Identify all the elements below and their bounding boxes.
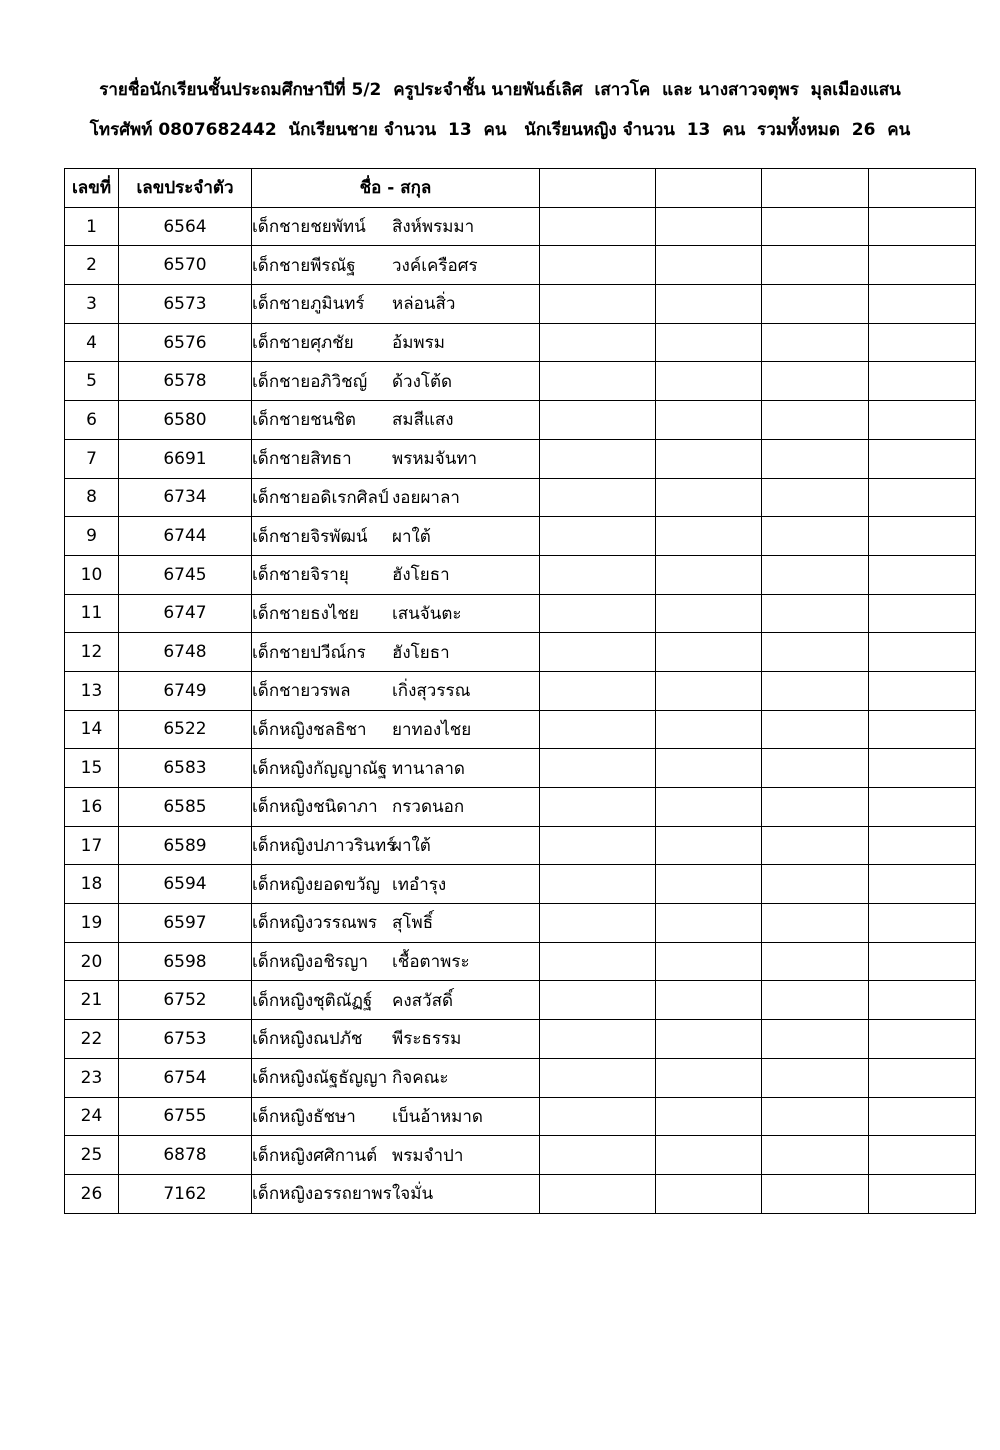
cell-full-name bbox=[252, 749, 540, 788]
cell-blank bbox=[656, 1097, 762, 1136]
cell-blank bbox=[540, 439, 656, 478]
first-name: เด็กชายจิรายุ bbox=[252, 565, 349, 586]
cell-student-id: 6734 bbox=[119, 478, 252, 517]
cell-number: 26 bbox=[65, 1174, 119, 1213]
column-header-full-name: ชื่อ - สกุล bbox=[252, 169, 540, 208]
last-name: ด้วงโต้ด bbox=[392, 371, 453, 392]
cell-blank bbox=[869, 904, 976, 943]
first-name: เด็กชายสิทธา bbox=[252, 449, 352, 470]
table-row bbox=[65, 285, 976, 324]
cell-number: 13 bbox=[65, 671, 119, 710]
cell-student-id: 6578 bbox=[119, 362, 252, 401]
cell-blank bbox=[656, 478, 762, 517]
cell-blank bbox=[869, 246, 976, 285]
cell-blank bbox=[869, 671, 976, 710]
cell-blank bbox=[869, 1097, 976, 1136]
last-name: เชื้อตาพระ bbox=[392, 952, 470, 973]
cell-blank bbox=[762, 788, 869, 827]
cell-blank bbox=[869, 207, 976, 246]
cell-blank bbox=[656, 517, 762, 556]
cell-blank bbox=[540, 323, 656, 362]
cell-blank bbox=[656, 1136, 762, 1175]
cell-blank bbox=[540, 633, 656, 672]
cell-blank bbox=[540, 1058, 656, 1097]
last-name: หล่อนสิ่ว bbox=[392, 294, 456, 315]
first-name: เด็กหญิงวรรณพร bbox=[252, 913, 378, 934]
cell-blank bbox=[869, 942, 976, 981]
cell-student-id: 6753 bbox=[119, 1020, 252, 1059]
table-row bbox=[65, 207, 976, 246]
cell-number: 10 bbox=[65, 555, 119, 594]
cell-blank bbox=[762, 826, 869, 865]
cell-blank bbox=[869, 788, 976, 827]
cell-blank bbox=[762, 478, 869, 517]
cell-full-name bbox=[252, 1097, 540, 1136]
cell-blank bbox=[762, 555, 869, 594]
column-header-number: เลขที่ bbox=[65, 169, 119, 208]
cell-full-name bbox=[252, 1058, 540, 1097]
cell-number: 11 bbox=[65, 594, 119, 633]
cell-full-name bbox=[252, 710, 540, 749]
cell-number: 2 bbox=[65, 246, 119, 285]
last-name: วงค์เครือศร bbox=[392, 255, 478, 276]
cell-blank bbox=[762, 439, 869, 478]
cell-full-name bbox=[252, 942, 540, 981]
cell-blank bbox=[869, 1136, 976, 1175]
cell-blank bbox=[656, 981, 762, 1020]
cell-student-id: 6748 bbox=[119, 633, 252, 672]
last-name: เสนจันตะ bbox=[392, 603, 462, 624]
cell-blank bbox=[540, 865, 656, 904]
cell-blank bbox=[762, 246, 869, 285]
cell-full-name bbox=[252, 826, 540, 865]
table-row bbox=[65, 1097, 976, 1136]
cell-blank bbox=[869, 439, 976, 478]
cell-blank bbox=[656, 246, 762, 285]
last-name: ฮังโยธา bbox=[392, 565, 450, 586]
column-header-blank bbox=[869, 169, 976, 208]
cell-blank bbox=[869, 285, 976, 324]
cell-student-id: 6573 bbox=[119, 285, 252, 324]
cell-student-id: 6745 bbox=[119, 555, 252, 594]
table-row bbox=[65, 478, 976, 517]
table-row bbox=[65, 1174, 976, 1213]
first-name: เด็กหญิงกัญญาณัฐ bbox=[252, 758, 388, 779]
last-name: กิจคณะ bbox=[392, 1068, 449, 1089]
last-name: พีระธรรม bbox=[392, 1029, 462, 1050]
cell-number: 24 bbox=[65, 1097, 119, 1136]
cell-full-name bbox=[252, 517, 540, 556]
cell-full-name bbox=[252, 1136, 540, 1175]
cell-blank bbox=[540, 942, 656, 981]
table-row bbox=[65, 981, 976, 1020]
cell-blank bbox=[540, 285, 656, 324]
cell-blank bbox=[656, 207, 762, 246]
cell-blank bbox=[540, 788, 656, 827]
last-name: เกิ่งสุวรรณ bbox=[392, 681, 471, 702]
cell-blank bbox=[540, 555, 656, 594]
table-row bbox=[65, 942, 976, 981]
table-row bbox=[65, 1020, 976, 1059]
document-title: รายชื่อนักเรียนชั้นประถมศึกษาปีที่ 5/2 ครูประจำชั้น นายพันธ์เลิศ เสาวโค และ นางสาวจตุพร มุลเมืองแสน bbox=[99, 80, 901, 100]
cell-blank bbox=[656, 555, 762, 594]
cell-blank bbox=[656, 671, 762, 710]
cell-blank bbox=[762, 285, 869, 324]
last-name: สิงห์พรมมา bbox=[392, 217, 475, 238]
cell-number: 19 bbox=[65, 904, 119, 943]
last-name: ทานาลาด bbox=[392, 758, 465, 779]
first-name: เด็กหญิงอรรถยาพร bbox=[252, 1184, 392, 1205]
cell-blank bbox=[656, 942, 762, 981]
last-name: ผาใต้ bbox=[392, 836, 431, 857]
first-name: เด็กชายศุภชัย bbox=[252, 333, 354, 354]
cell-full-name bbox=[252, 865, 540, 904]
cell-blank bbox=[762, 207, 869, 246]
table-row bbox=[65, 439, 976, 478]
cell-student-id: 6597 bbox=[119, 904, 252, 943]
first-name: เด็กหญิงชลธิชา bbox=[252, 719, 367, 740]
cell-blank bbox=[762, 1136, 869, 1175]
cell-number: 17 bbox=[65, 826, 119, 865]
cell-blank bbox=[869, 323, 976, 362]
cell-blank bbox=[869, 478, 976, 517]
column-header-blank bbox=[540, 169, 656, 208]
cell-blank bbox=[656, 633, 762, 672]
cell-blank bbox=[656, 749, 762, 788]
cell-student-id: 6583 bbox=[119, 749, 252, 788]
table-row bbox=[65, 401, 976, 440]
cell-blank bbox=[540, 1174, 656, 1213]
cell-blank bbox=[762, 942, 869, 981]
first-name: เด็กหญิงปภาวรินทร์ bbox=[252, 836, 396, 857]
cell-number: 3 bbox=[65, 285, 119, 324]
cell-full-name bbox=[252, 478, 540, 517]
table-row bbox=[65, 826, 976, 865]
table-row bbox=[65, 788, 976, 827]
last-name: ฮังโยธา bbox=[392, 642, 450, 663]
cell-blank bbox=[540, 1097, 656, 1136]
first-name: เด็กหญิงชนิดาภา bbox=[252, 797, 378, 818]
cell-blank bbox=[762, 362, 869, 401]
cell-full-name bbox=[252, 671, 540, 710]
first-name: เด็กหญิงยอดขวัญ bbox=[252, 874, 380, 895]
cell-number: 12 bbox=[65, 633, 119, 672]
cell-blank bbox=[656, 1020, 762, 1059]
cell-blank bbox=[656, 323, 762, 362]
cell-number: 5 bbox=[65, 362, 119, 401]
cell-blank bbox=[762, 594, 869, 633]
cell-blank bbox=[762, 401, 869, 440]
table-row bbox=[65, 633, 976, 672]
cell-blank bbox=[540, 594, 656, 633]
cell-student-id: 6576 bbox=[119, 323, 252, 362]
cell-blank bbox=[762, 865, 869, 904]
cell-blank bbox=[762, 671, 869, 710]
cell-number: 21 bbox=[65, 981, 119, 1020]
first-name: เด็กชายอดิเรกศิลป์ bbox=[252, 487, 389, 508]
first-name: เด็กชายพีรณัฐ bbox=[252, 255, 356, 276]
cell-student-id: 6585 bbox=[119, 788, 252, 827]
last-name: สุโพธิ์ bbox=[392, 913, 434, 934]
cell-blank bbox=[656, 439, 762, 478]
cell-full-name bbox=[252, 1174, 540, 1213]
first-name: เด็กหญิงณปภัช bbox=[252, 1029, 363, 1050]
table-row bbox=[65, 594, 976, 633]
cell-blank bbox=[540, 749, 656, 788]
cell-blank bbox=[540, 207, 656, 246]
last-name: กรวดนอก bbox=[392, 797, 465, 818]
cell-student-id: 7162 bbox=[119, 1174, 252, 1213]
cell-blank bbox=[762, 1174, 869, 1213]
cell-blank bbox=[656, 362, 762, 401]
last-name: พรมจำปา bbox=[392, 1145, 464, 1166]
cell-blank bbox=[656, 788, 762, 827]
cell-number: 9 bbox=[65, 517, 119, 556]
cell-blank bbox=[656, 401, 762, 440]
cell-student-id: 6522 bbox=[119, 710, 252, 749]
column-header-blank bbox=[656, 169, 762, 208]
cell-student-id: 6564 bbox=[119, 207, 252, 246]
cell-blank bbox=[656, 1174, 762, 1213]
table-row bbox=[65, 246, 976, 285]
table-row bbox=[65, 710, 976, 749]
cell-blank bbox=[762, 710, 869, 749]
cell-blank bbox=[869, 633, 976, 672]
last-name: ใจมั่น bbox=[392, 1184, 434, 1205]
cell-blank bbox=[540, 478, 656, 517]
last-name: ผาใต้ bbox=[392, 526, 431, 547]
cell-blank bbox=[762, 1097, 869, 1136]
cell-full-name bbox=[252, 981, 540, 1020]
first-name: เด็กชายอภิวิชญ์ bbox=[252, 371, 368, 392]
first-name: เด็กชายปวีณ์กร bbox=[252, 642, 366, 663]
cell-number: 18 bbox=[65, 865, 119, 904]
cell-number: 15 bbox=[65, 749, 119, 788]
cell-blank bbox=[869, 981, 976, 1020]
table-header-row bbox=[65, 169, 976, 208]
last-name: อ้มพรม bbox=[392, 333, 445, 354]
first-name: เด็กหญิงอชิรญา bbox=[252, 952, 369, 973]
cell-student-id: 6594 bbox=[119, 865, 252, 904]
cell-blank bbox=[762, 749, 869, 788]
cell-student-id: 6754 bbox=[119, 1058, 252, 1097]
table-row bbox=[65, 517, 976, 556]
first-name: เด็กหญิงณัฐธัญญา bbox=[252, 1068, 388, 1089]
cell-student-id: 6589 bbox=[119, 826, 252, 865]
cell-number: 22 bbox=[65, 1020, 119, 1059]
cell-blank bbox=[869, 362, 976, 401]
first-name: เด็กชายภูมินทร์ bbox=[252, 294, 365, 315]
first-name: เด็กชายวรพล bbox=[252, 681, 351, 702]
cell-student-id: 6580 bbox=[119, 401, 252, 440]
cell-blank bbox=[869, 594, 976, 633]
cell-number: 14 bbox=[65, 710, 119, 749]
class-summary: โทรศัพท์ 0807682442 นักเรียนชาย จำนวน 13 คน นักเรียนหญิง จำนวน 13 คน รวมทั้งหมด 26 คน bbox=[89, 120, 911, 140]
table-row bbox=[65, 749, 976, 788]
cell-blank bbox=[869, 1058, 976, 1097]
cell-student-id: 6755 bbox=[119, 1097, 252, 1136]
last-name: ยาทองไชย bbox=[392, 719, 472, 740]
cell-number: 7 bbox=[65, 439, 119, 478]
cell-full-name bbox=[252, 323, 540, 362]
cell-number: 1 bbox=[65, 207, 119, 246]
cell-full-name bbox=[252, 401, 540, 440]
table-row bbox=[65, 1136, 976, 1175]
cell-number: 8 bbox=[65, 478, 119, 517]
cell-blank bbox=[540, 362, 656, 401]
first-name: เด็กหญิงชุติณัฏฐ์ bbox=[252, 990, 373, 1011]
cell-full-name bbox=[252, 207, 540, 246]
cell-blank bbox=[540, 826, 656, 865]
first-name: เด็กชายธงไชย bbox=[252, 603, 359, 624]
first-name: เด็กหญิงศศิกานต์ bbox=[252, 1145, 378, 1166]
cell-blank bbox=[656, 1058, 762, 1097]
cell-blank bbox=[869, 749, 976, 788]
cell-number: 16 bbox=[65, 788, 119, 827]
cell-student-id: 6598 bbox=[119, 942, 252, 981]
cell-student-id: 6744 bbox=[119, 517, 252, 556]
first-name: เด็กชายชยพัทน์ bbox=[252, 217, 366, 238]
cell-blank bbox=[762, 323, 869, 362]
table-row bbox=[65, 323, 976, 362]
cell-student-id: 6752 bbox=[119, 981, 252, 1020]
cell-number: 4 bbox=[65, 323, 119, 362]
cell-full-name bbox=[252, 285, 540, 324]
last-name: คงสวัสดิ์ bbox=[392, 990, 454, 1011]
student-roster-table bbox=[64, 168, 976, 1214]
cell-full-name bbox=[252, 904, 540, 943]
cell-blank bbox=[656, 865, 762, 904]
cell-number: 23 bbox=[65, 1058, 119, 1097]
column-header-blank bbox=[762, 169, 869, 208]
cell-student-id: 6747 bbox=[119, 594, 252, 633]
cell-full-name bbox=[252, 439, 540, 478]
first-name: เด็กชายชนชิต bbox=[252, 410, 356, 431]
cell-blank bbox=[540, 517, 656, 556]
table-row bbox=[65, 671, 976, 710]
cell-number: 6 bbox=[65, 401, 119, 440]
table-row bbox=[65, 1058, 976, 1097]
cell-number: 20 bbox=[65, 942, 119, 981]
cell-blank bbox=[762, 904, 869, 943]
table-row bbox=[65, 865, 976, 904]
table-row bbox=[65, 362, 976, 401]
cell-full-name bbox=[252, 594, 540, 633]
last-name: งอยผาลา bbox=[392, 487, 460, 508]
first-name: เด็กหญิงธัชษา bbox=[252, 1106, 356, 1127]
last-name: พรหมจันทา bbox=[392, 449, 478, 470]
table-row bbox=[65, 904, 976, 943]
cell-blank bbox=[869, 865, 976, 904]
cell-blank bbox=[540, 671, 656, 710]
cell-number: 25 bbox=[65, 1136, 119, 1175]
cell-blank bbox=[869, 517, 976, 556]
cell-blank bbox=[869, 401, 976, 440]
cell-student-id: 6749 bbox=[119, 671, 252, 710]
cell-student-id: 6570 bbox=[119, 246, 252, 285]
cell-blank bbox=[762, 517, 869, 556]
cell-blank bbox=[540, 710, 656, 749]
cell-full-name bbox=[252, 633, 540, 672]
cell-blank bbox=[869, 710, 976, 749]
cell-blank bbox=[540, 904, 656, 943]
cell-blank bbox=[762, 981, 869, 1020]
last-name: เบ็นอ้าหมาด bbox=[392, 1106, 483, 1127]
first-name: เด็กชายจิรพัฒน์ bbox=[252, 526, 368, 547]
cell-blank bbox=[656, 904, 762, 943]
cell-blank bbox=[540, 246, 656, 285]
cell-blank bbox=[762, 1020, 869, 1059]
table-row bbox=[65, 555, 976, 594]
cell-blank bbox=[656, 285, 762, 324]
cell-blank bbox=[762, 633, 869, 672]
cell-blank bbox=[540, 1136, 656, 1175]
cell-full-name bbox=[252, 555, 540, 594]
cell-student-id: 6878 bbox=[119, 1136, 252, 1175]
cell-blank bbox=[540, 1020, 656, 1059]
cell-blank bbox=[869, 1020, 976, 1059]
cell-blank bbox=[869, 555, 976, 594]
cell-full-name bbox=[252, 788, 540, 827]
cell-full-name bbox=[252, 1020, 540, 1059]
cell-blank bbox=[869, 1174, 976, 1213]
cell-blank bbox=[656, 826, 762, 865]
last-name: สมสีแสง bbox=[392, 410, 454, 431]
cell-blank bbox=[656, 594, 762, 633]
column-header-student-id: เลขประจำตัว bbox=[119, 169, 252, 208]
cell-blank bbox=[540, 401, 656, 440]
cell-blank bbox=[656, 710, 762, 749]
last-name: เทอำรุง bbox=[392, 874, 447, 895]
cell-full-name bbox=[252, 362, 540, 401]
cell-blank bbox=[540, 981, 656, 1020]
cell-blank bbox=[869, 826, 976, 865]
cell-full-name bbox=[252, 246, 540, 285]
cell-student-id: 6691 bbox=[119, 439, 252, 478]
cell-blank bbox=[762, 1058, 869, 1097]
